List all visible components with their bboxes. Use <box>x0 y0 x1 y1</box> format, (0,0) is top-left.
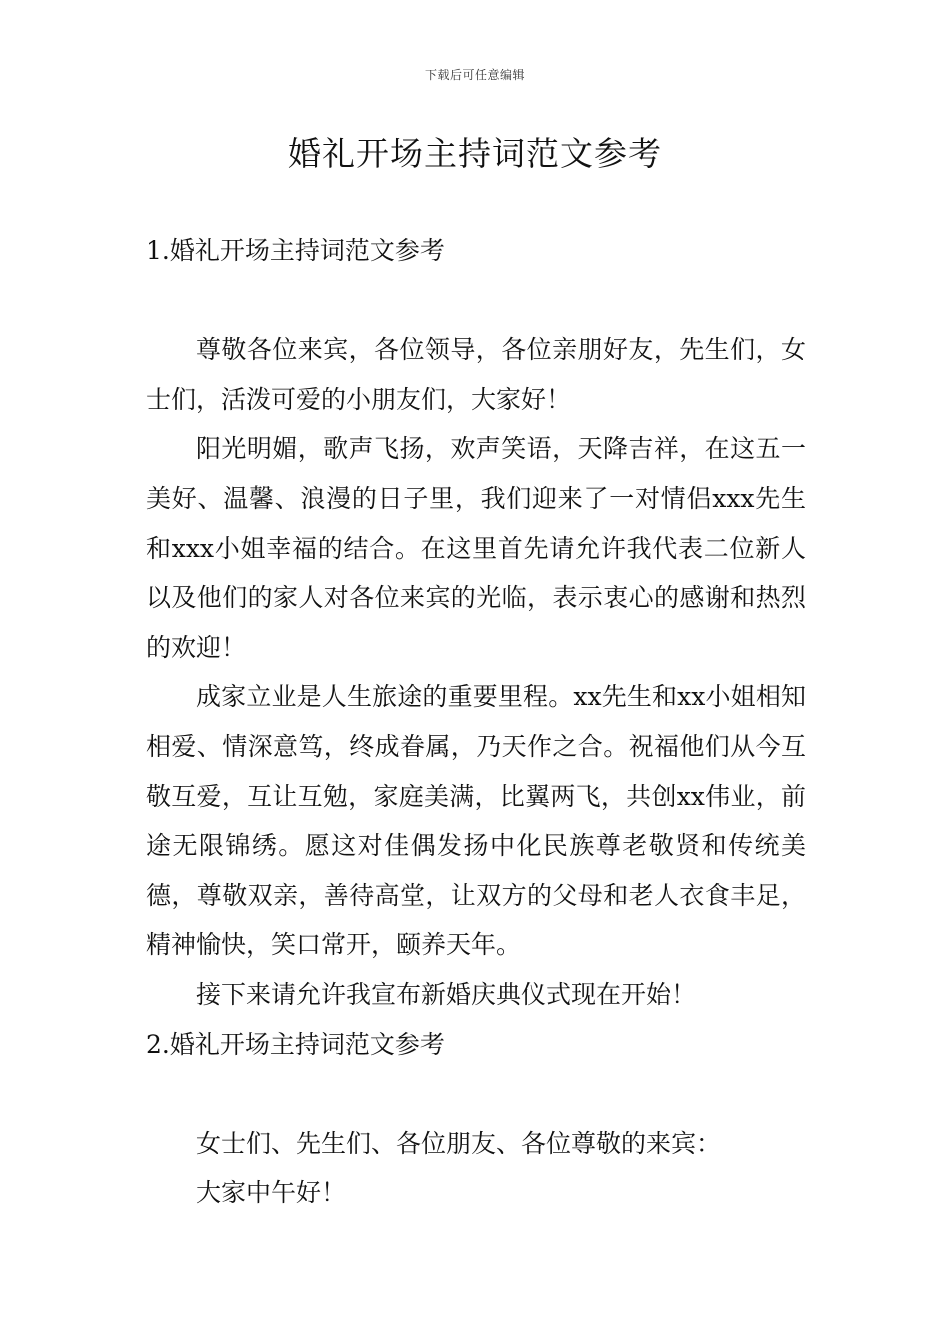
section-heading-2: 2.婚礼开场主持词范文参考 <box>146 1029 445 1059</box>
paragraph: 大家中午好！ <box>196 1178 347 1208</box>
document-body <box>146 226 806 1218</box>
paragraph: 女士们、先生们、各位朋友、各位尊敬的来宾： <box>196 1128 722 1158</box>
section-heading-1: 1.婚礼开场主持词范文参考 <box>146 236 445 265</box>
paragraph: 尊敬各位来宾，各位领导，各位亲朋好友，先生们，女士们，活泼可爱的小朋友们，大家好！ <box>146 335 806 414</box>
document-title: 婚礼开场主持词范文参考 <box>288 134 662 173</box>
paragraph: 成家立业是人生旅途的重要里程。xx先生和xx小姐相知相爱、情深意笃，终成眷属，乃天作之合。祝福他们从今互敬互爱，互让互勉，家庭美满，比翼两飞，共创xx伟业，前途无限锦绣。愿这对佳偶发扬中化民族尊老敬贤和传统美德，尊敬双亲，善待高堂，让双方的父母和老人衣食丰足，精神愉快，笑口常开，颐养天年。 <box>146 682 806 960</box>
spacer <box>146 276 806 326</box>
spacer <box>146 1069 806 1119</box>
paragraph: 阳光明媚，歌声飞扬，欢声笑语，天降吉祥，在这五一美好、温馨、浪漫的日子里，我们迎来了一对情侣xxx先生和xxx小姐幸福的结合。在这里首先请允许我代表二位新人以及他们的家人对各位来宾的光临，表示衷心的感谢和热烈的欢迎！ <box>146 434 806 662</box>
header-note: 下载后可任意编辑 <box>424 68 525 82</box>
paragraph: 接下来请允许我宣布新婚庆典仪式现在开始！ <box>196 979 697 1009</box>
